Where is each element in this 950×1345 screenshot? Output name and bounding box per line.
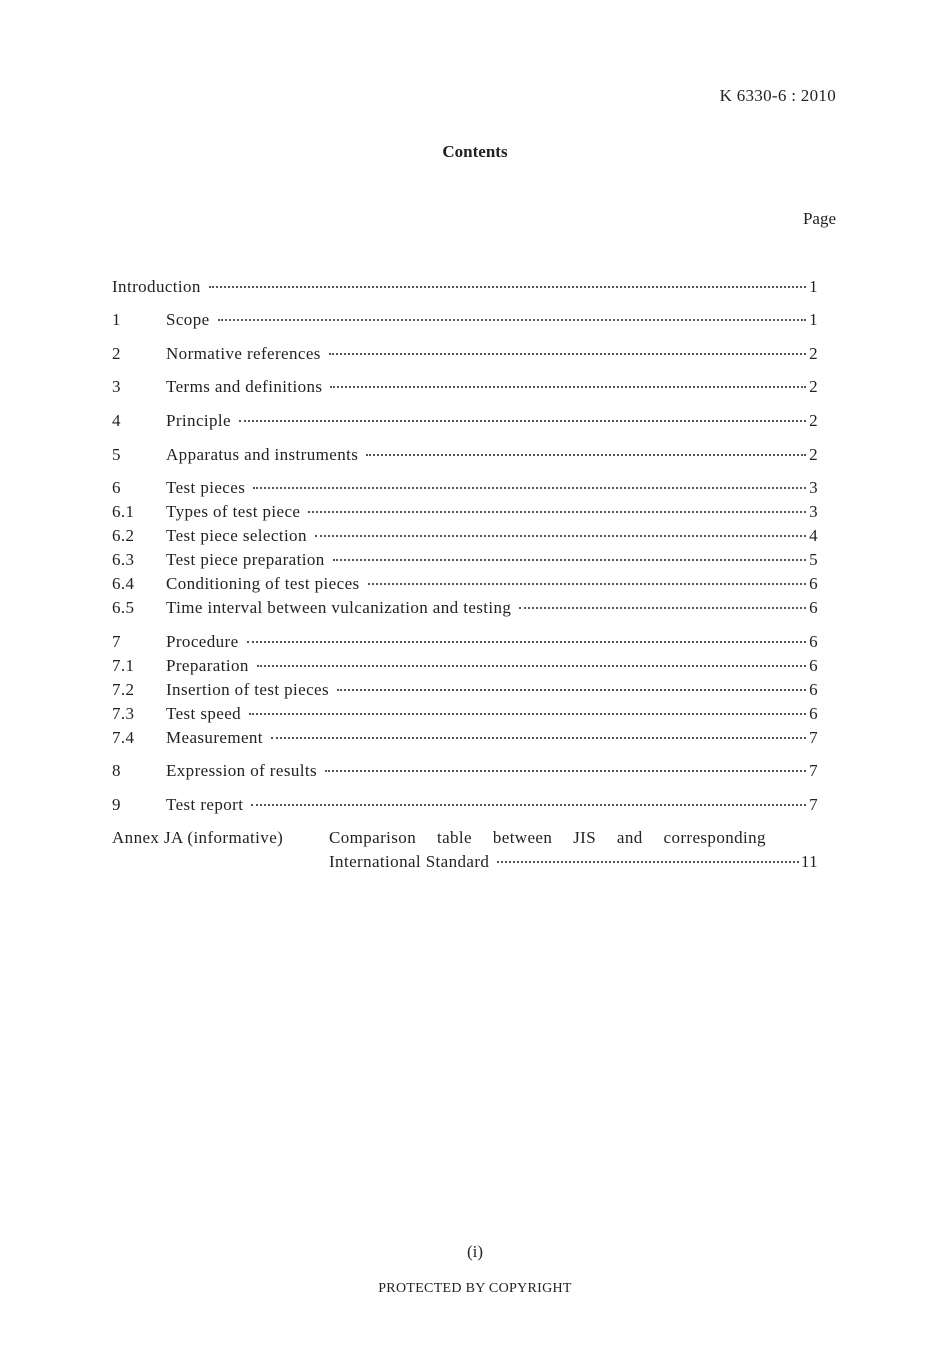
footer-copyright: PROTECTED BY COPYRIGHT xyxy=(378,1281,572,1296)
toc-entry[interactable] xyxy=(112,375,818,399)
annex-title-word: Comparison xyxy=(329,828,417,847)
dot-leader xyxy=(247,641,806,643)
toc-entry-title: Test speed xyxy=(166,704,242,723)
toc-entry[interactable] xyxy=(112,759,818,783)
dot-leader xyxy=(257,665,806,667)
annex-title-line2-text: International Standard xyxy=(329,852,490,871)
toc-entry-number: 7.2 xyxy=(112,680,135,699)
toc-entry-number: 7 xyxy=(112,632,121,651)
toc-entry-number: 6.3 xyxy=(112,550,135,569)
dot-leader xyxy=(337,689,806,691)
toc-entry-page-number: 6 xyxy=(809,632,818,651)
dot-leader xyxy=(315,535,806,537)
toc-entry[interactable] xyxy=(112,275,818,299)
toc-entry-number: 5 xyxy=(112,445,121,464)
toc-entry-page-number: 2 xyxy=(809,445,818,464)
toc-entry-page-number: 4 xyxy=(809,526,818,545)
dot-leader xyxy=(366,454,806,456)
dot-leader xyxy=(251,804,806,806)
toc-entry-page-number: 5 xyxy=(809,550,818,569)
toc-entry-title: Preparation xyxy=(166,656,249,675)
annex-title-word: and xyxy=(616,828,643,847)
annex-prefix: Annex JA (informative) xyxy=(112,828,284,847)
dot-leader xyxy=(519,607,806,609)
toc-entry-number: 3 xyxy=(112,377,121,396)
toc-entry[interactable] xyxy=(112,476,818,500)
toc-entry-page-number: 2 xyxy=(809,411,818,430)
toc-entry-number: 6.4 xyxy=(112,574,135,593)
toc-entry-number: 8 xyxy=(112,761,121,780)
toc-entry-title: Time interval between vulcanization and testing xyxy=(166,598,512,617)
toc-entry[interactable] xyxy=(112,500,818,524)
toc-entry-page-number: 3 xyxy=(809,502,818,521)
toc-entry-title: Test report xyxy=(166,795,244,814)
toc-entry[interactable] xyxy=(112,793,818,817)
toc-entry-page-number: 6 xyxy=(809,656,818,675)
toc-entry[interactable] xyxy=(112,524,818,548)
toc-entry-page-number: 3 xyxy=(809,478,818,497)
toc-entry-number: 6.5 xyxy=(112,598,135,617)
dot-leader xyxy=(218,319,806,321)
toc-entry[interactable] xyxy=(112,572,818,596)
dot-leader xyxy=(308,511,806,513)
toc-entry[interactable] xyxy=(112,409,818,433)
toc-entry-number: 6.2 xyxy=(112,526,135,545)
dot-leader xyxy=(253,487,806,489)
toc-entry-title: Apparatus and instruments xyxy=(166,445,359,464)
toc-entry-number: 7.1 xyxy=(112,656,135,675)
annex-title-word: between xyxy=(492,828,553,847)
annex-title-word: JIS xyxy=(573,828,597,847)
toc-entry[interactable] xyxy=(112,702,818,726)
table-of-contents xyxy=(112,0,818,900)
dot-leader xyxy=(368,583,806,585)
dot-leader xyxy=(239,420,806,422)
toc-entry-title: Insertion of test pieces xyxy=(166,680,330,699)
toc-entry-title: Terms and definitions xyxy=(166,377,323,396)
toc-entry[interactable] xyxy=(112,443,818,467)
toc-entry[interactable] xyxy=(112,308,818,332)
toc-entry-title: Expression of results xyxy=(166,761,317,780)
annex-title-line1 xyxy=(329,826,766,850)
toc-entry-page-number: 7 xyxy=(809,761,818,780)
toc-entry-number: 2 xyxy=(112,344,121,363)
dot-leader xyxy=(209,286,806,288)
toc-entry-number: 7.3 xyxy=(112,704,135,723)
document-code: K 6330-6 : 2010 xyxy=(719,86,836,105)
dot-leader xyxy=(330,386,806,388)
toc-entry-title: Principle xyxy=(166,411,231,430)
toc-entry-title: Measurement xyxy=(166,728,263,747)
footer-page-number: (i) xyxy=(466,1242,484,1261)
contents-title: Contents xyxy=(442,142,508,161)
toc-entry-page-number: 2 xyxy=(809,377,818,396)
annex-title-word: table xyxy=(436,828,472,847)
toc-entry[interactable] xyxy=(112,630,818,654)
annex-title-line2 xyxy=(329,850,818,874)
toc-entry-page-number: 6 xyxy=(809,598,818,617)
annex-title-word: corresponding xyxy=(663,828,766,847)
dot-leader xyxy=(271,737,806,739)
toc-entry[interactable] xyxy=(112,726,818,750)
toc-entry-number: 9 xyxy=(112,795,121,814)
toc-entry-title: Test pieces xyxy=(166,478,246,497)
toc-entry-number: 4 xyxy=(112,411,121,430)
toc-entry-number: 6 xyxy=(112,478,121,497)
page-column-header: Page xyxy=(802,209,836,228)
toc-entry-title: Scope xyxy=(166,310,210,329)
toc-entry-title: Test piece preparation xyxy=(166,550,325,569)
toc-entry[interactable] xyxy=(112,342,818,366)
toc-entry-page-number: 2 xyxy=(809,344,818,363)
toc-entry-page-number: 1 xyxy=(809,310,818,329)
toc-entry-title: Procedure xyxy=(166,632,239,651)
toc-entry-number: 7.4 xyxy=(112,728,135,747)
toc-entry-page-number: 6 xyxy=(809,574,818,593)
toc-entry-number: 6.1 xyxy=(112,502,135,521)
dot-leader xyxy=(325,770,806,772)
toc-entry-title: Test piece selection xyxy=(166,526,307,545)
toc-entry[interactable] xyxy=(112,596,818,620)
toc-entry-page-number: 6 xyxy=(809,680,818,699)
dot-leader xyxy=(249,713,806,715)
toc-entry-number: Introduction xyxy=(112,277,201,296)
toc-entry-title: Conditioning of test pieces xyxy=(166,574,360,593)
dot-leader xyxy=(497,861,798,863)
dot-leader xyxy=(333,559,806,561)
toc-entry-title: Types of test piece xyxy=(166,502,301,521)
toc-entry-page-number: 7 xyxy=(809,728,818,747)
annex-page-number: 11 xyxy=(800,852,818,871)
dot-leader xyxy=(329,353,806,355)
toc-entry-title: Normative references xyxy=(166,344,321,363)
toc-entry-page-number: 1 xyxy=(809,277,818,296)
toc-entry-number: 1 xyxy=(112,310,121,329)
toc-entry-page-number: 6 xyxy=(809,704,818,723)
toc-entry[interactable] xyxy=(112,678,818,702)
toc-entry[interactable] xyxy=(112,654,818,678)
toc-entry[interactable] xyxy=(112,548,818,572)
toc-entry-page-number: 7 xyxy=(809,795,818,814)
